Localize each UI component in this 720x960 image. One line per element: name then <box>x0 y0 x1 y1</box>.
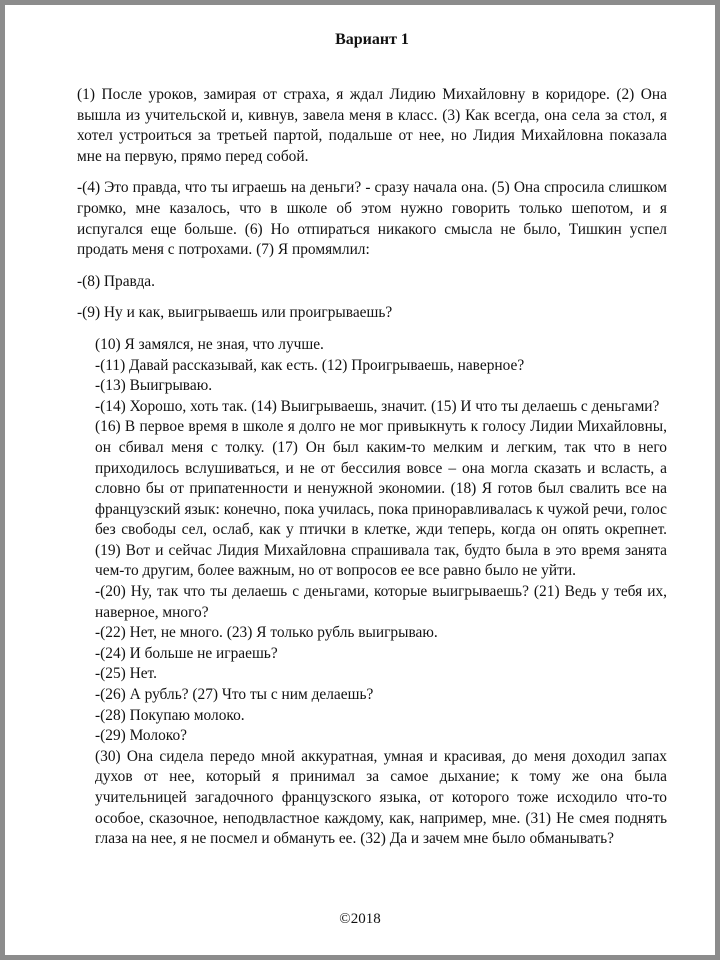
paragraph-11: -(22) Нет, не много. (23) Я только рубль выигрываю. <box>95 624 438 642</box>
copyright-footer: ©2018 <box>339 911 381 927</box>
paragraph-17: (30) Она сидела передо мной аккуратная, умная и красивая, до меня доходил запах духов от нее, который я принимал за самое дыхание; к тому же она была учительницей загадочного французского языка, от которого тоже исходило что-то особое, сказочное, неподвластное каждому, как, например, мне. (31) Не смея поднять глаза на нее, я не посмел и обмануть ее. (32) Да и зачем мне было обманывать? <box>95 747 667 848</box>
paragraph-5: (10) Я замялся, не зная, что лучше. <box>95 335 324 353</box>
paragraph-4: -(9) Ну и как, выигрываешь или проигрываешь? <box>77 304 393 322</box>
paragraph-9: (16) В первое время в школе я долго не мог привыкнуть к голосу Лидии Михайловны, он сбивал меня с толку. (17) Он был каким-то мелким и легким, так что в него приходилось вслушиваться, и не от бессилия вовсе – она могла сказать и всласть, а словно бы от припатенности и ненужной экономии. (18) Я готов был свалить все на французский язык: конечно, пока училась, пока приноравливалась к чужой речи, голос без свободы сел, ослаб, как у птички в клетке, жди теперь, когда он опять окрепнет. (19) Вот и сейчас Лидия Михайловна спрашивала так, будто была в это время занята чем-то другим, более важным, но от вопросов ее все равно было не уйти. <box>95 418 667 580</box>
paragraph-10: -(20) Ну, так что ты делаешь с деньгами, которые выигрываешь? (21) Ведь у тебя их, наверное, много? <box>95 583 667 621</box>
paragraph-15: -(28) Покупаю молоко. <box>95 706 245 724</box>
paragraph-14: -(26) А рубль? (27) Что ты с ним делаешь? <box>95 686 374 704</box>
paragraph-8: -(14) Хорошо, хоть так. (14) Выигрываешь, значит. (15) И что ты делаешь с деньгами? <box>95 397 660 415</box>
paragraph-2: -(4) Это правда, что ты играешь на деньги? - сразу начала она. (5) Она спросила слишком громко, мне казалось, что в школе об этом нужно говорить только шепотом, и я испугался еще больше. (6) Но отпираться никакого смысла не было, Тишкин успел продать меня с потрохами. (7) Я промямлил: <box>77 179 667 259</box>
paragraph-13: -(25) Нет. <box>95 665 157 683</box>
paragraph-16: -(29) Молоко? <box>95 727 188 745</box>
paragraph-1: (1) После уроков, замирая от страха, я ждал Лидию Михайловну в коридоре. (2) Она вышла из учительской и, кивнув, завела меня в класс. (3) Как всегда, она села за стол, я хотел устроиться за третьей партой, подальше от нее, но Лидия Михайловна показала мне на первую, прямо перед собой. <box>77 86 667 165</box>
paragraph-7: -(13) Выигрываю. <box>95 377 213 395</box>
paragraph-6: -(11) Давай рассказывай, как есть. (12) Проигрываешь, наверное? <box>95 356 525 374</box>
document-page <box>5 5 715 955</box>
paragraph-12: -(24) И больше не играешь? <box>95 644 278 662</box>
paragraph-3: -(8) Правда. <box>77 272 155 290</box>
page-title: Вариант 1 <box>335 31 409 48</box>
